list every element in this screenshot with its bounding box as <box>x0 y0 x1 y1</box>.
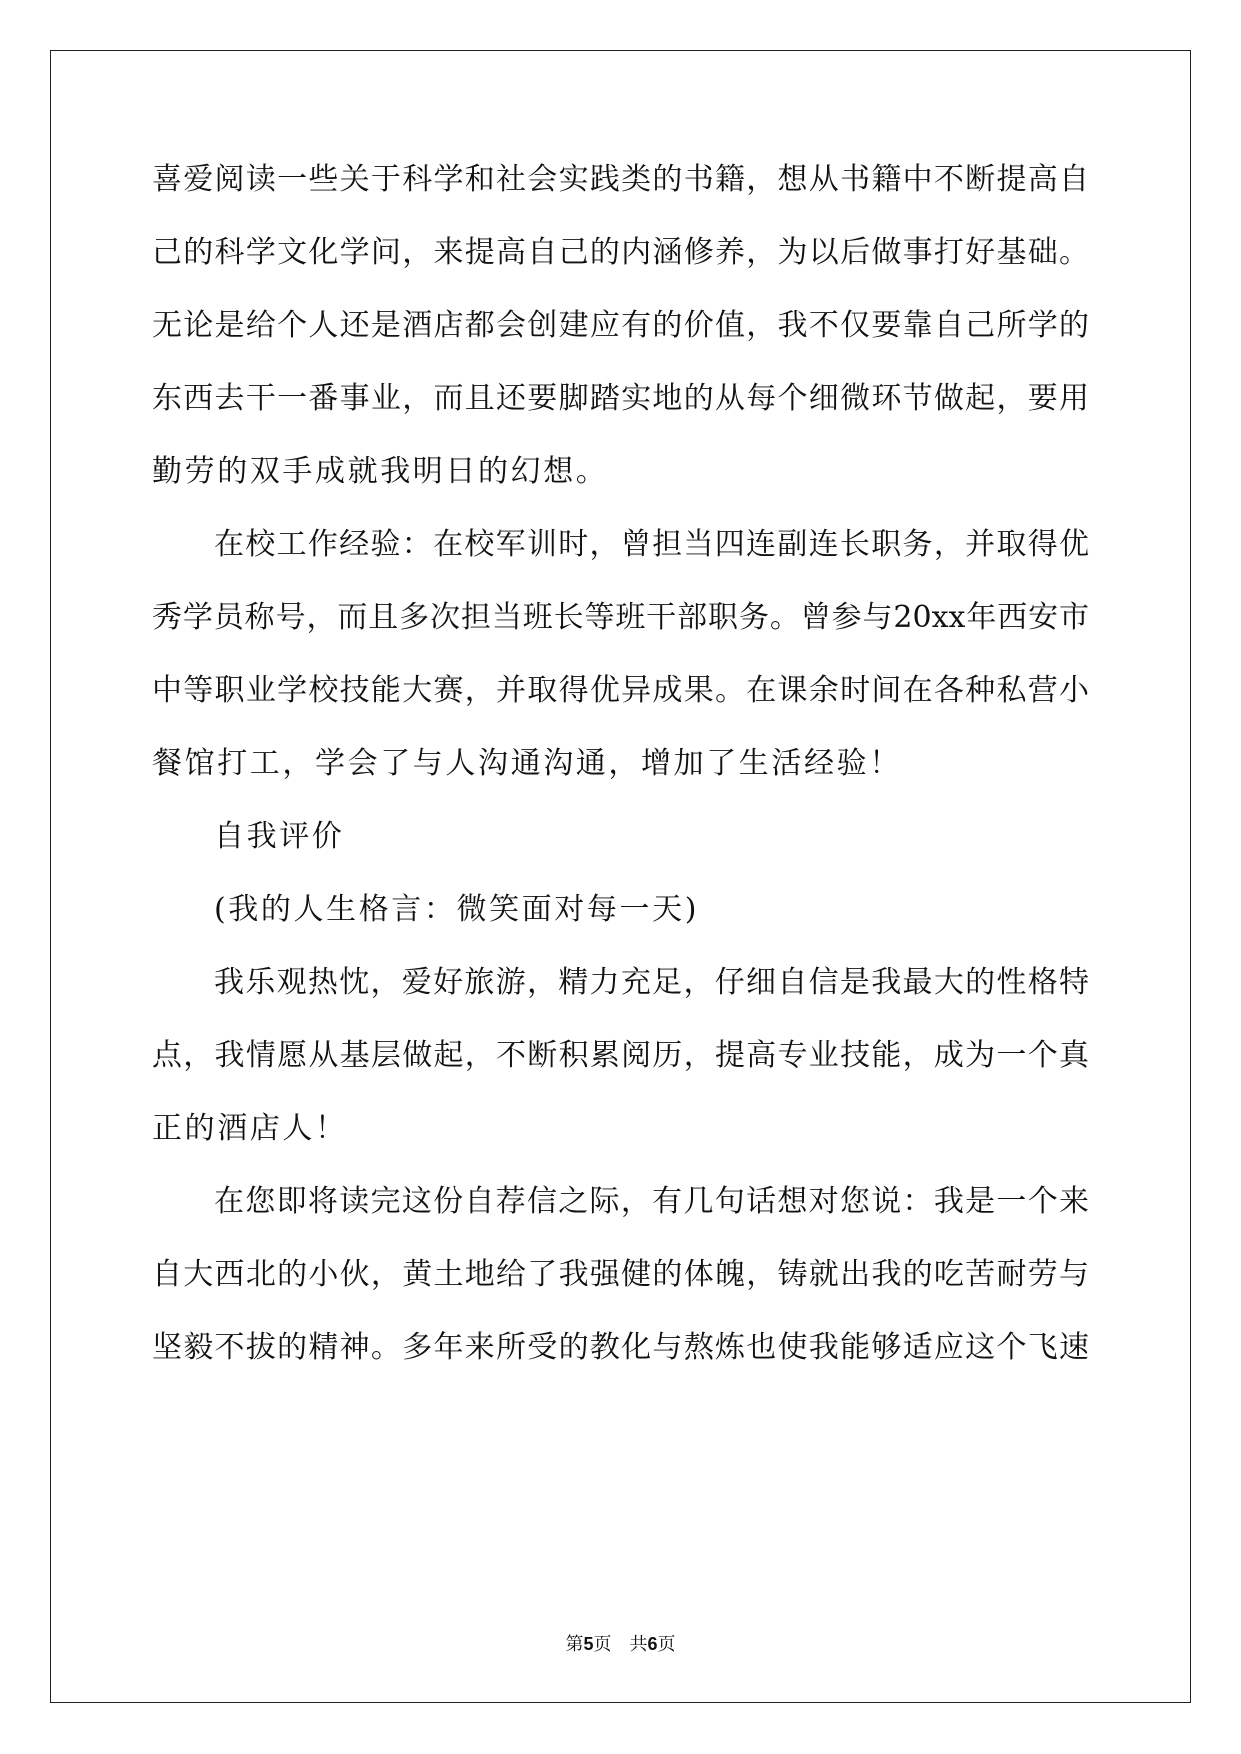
motto-line: (我的人生格言：微笑面对每一天) <box>214 892 700 927</box>
text-line: 餐馆打工，学会了与人沟通沟通，增加了生活经验！ <box>152 746 902 781</box>
page-footer <box>0 1632 1241 1657</box>
text-line: 中等职业学校技能大赛，并取得优异成果。在课余时间在各种私营小 <box>152 673 1089 708</box>
page-border <box>50 50 1191 1703</box>
footer-middle: 页 共 <box>593 1634 648 1655</box>
text-line: 正的酒店人！ <box>152 1111 348 1146</box>
footer-suffix: 页 <box>657 1634 676 1655</box>
text-line: 无论是给个人还是酒店都会创建应有的价值，我不仅要靠自己所学的 <box>152 308 1089 343</box>
text-line: 在您即将读完这份自荐信之际，有几句话想对您说：我是一个来 <box>214 1184 1089 1219</box>
text-line: 在校工作经验：在校军训时，曾担当四连副连长职务，并取得优 <box>214 527 1089 562</box>
total-pages-number: 6 <box>647 1634 658 1654</box>
text-line: 我乐观热忱，爱好旅游，精力充足，仔细自信是我最大的性格特 <box>214 965 1089 1000</box>
text-line: 勤劳的双手成就我明日的幻想。 <box>152 454 609 489</box>
text-line: 喜爱阅读一些关于科学和社会实践类的书籍，想从书籍中不断提高自 <box>152 162 1089 197</box>
text-line: 己的科学文化学问，来提高自己的内涵修养，为以后做事打好基础。 <box>152 235 1089 270</box>
text-line: 自大西北的小伙，黄土地给了我强健的体魄，铸就出我的吃苦耐劳与 <box>152 1257 1089 1292</box>
text-line: 坚毅不拔的精神。多年来所受的教化与熬炼也使我能够适应这个飞速 <box>152 1330 1089 1365</box>
section-heading: 自我评价 <box>214 819 345 854</box>
text-line: 东西去干一番事业，而且还要脚踏实地的从每个细微环节做起，要用 <box>152 381 1089 416</box>
text-line: 点，我情愿从基层做起，不断积累阅历，提高专业技能，成为一个真 <box>152 1038 1089 1073</box>
text-line: 秀学员称号，而且多次担当班长等班干部职务。曾参与20xx年西安市 <box>152 600 1089 635</box>
current-page-number: 5 <box>583 1634 594 1654</box>
footer-prefix: 第 <box>565 1634 584 1655</box>
